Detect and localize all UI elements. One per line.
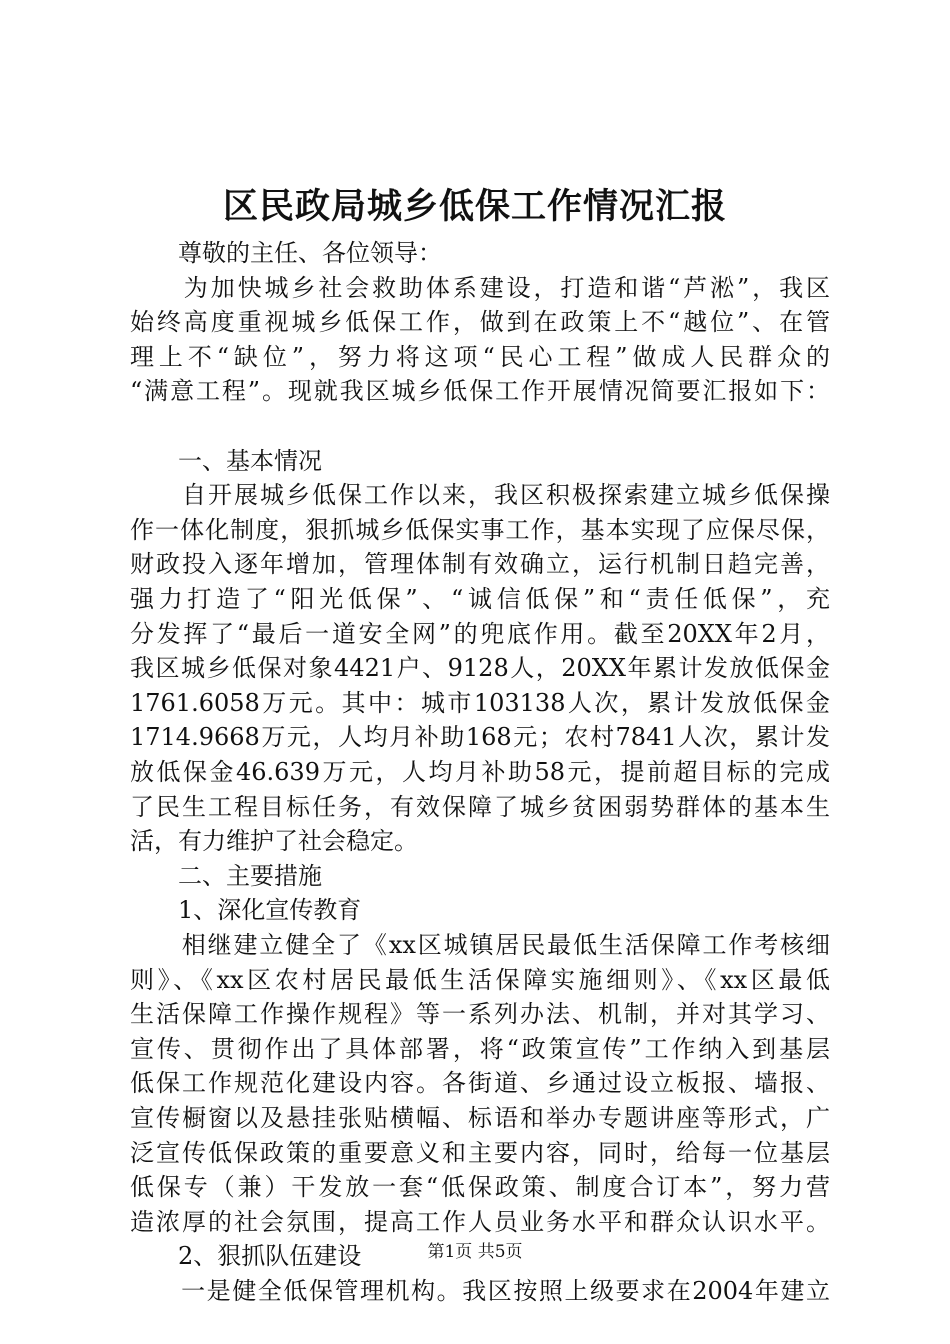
body-line: 自开展城乡低保工作以来，我区积极探索建立城乡低保操 (130, 481, 830, 509)
body-line: 则》、《xx区农村居民最低生活保障实施细则》、《xx区最低 (130, 966, 830, 994)
body-line: 作一体化制度，狠抓城乡低保实事工作，基本实现了应保尽保， (130, 516, 830, 544)
body-line: 1761.6058万元。其中：城市103138人次，累计发放低保金 (130, 689, 830, 717)
body-line: “满意工程”。现就我区城乡低保工作开展情况简要汇报如下： (130, 377, 830, 405)
body-line: 宣传、贯彻作出了具体部署，将“政策宣传”工作纳入到基层 (130, 1035, 830, 1063)
body-line: 2、狠抓队伍建设 (130, 1242, 362, 1270)
body-line: 强力打造了“阳光低保”、“诚信低保”和“责任低保”，充 (130, 585, 830, 613)
body-line: 尊敬的主任、各位领导： (130, 239, 442, 267)
body-line: 低保工作规范化建设内容。各街道、乡通过设立板报、墙报、 (130, 1069, 830, 1097)
body-line: 造浓厚的社会氛围，提高工作人员业务水平和群众认识水平。 (130, 1208, 830, 1236)
body-line: 始终高度重视城乡低保工作，做到在政策上不“越位”、在管 (130, 308, 830, 336)
body-line: 生活保障工作操作规程》等一系列办法、机制，并对其学习、 (130, 1000, 830, 1028)
document-title: 区民政局城乡低保工作情况汇报 (222, 186, 727, 227)
body-line: 理上不“缺位”，努力将这项“民心工程”做成人民群众的 (130, 343, 830, 371)
body-line: 了民生工程目标任务，有效保障了城乡贫困弱势群体的基本生 (130, 793, 830, 821)
body-line: 放低保金46.639万元，人均月补助58元，提前超目标的完成 (130, 758, 830, 786)
body-line: 为加快城乡社会救助体系建设，打造和谐“芦淞”，我区 (130, 274, 830, 302)
body-line: 低保专（兼）干发放一套“低保政策、制度合订本”，努力营 (130, 1173, 830, 1201)
body-line: 一是健全低保管理机构。我区按照上级要求在2004年建立 (130, 1277, 830, 1305)
body-line: 相继建立健全了《xx区城镇居民最低生活保障工作考核细 (130, 931, 830, 959)
body-line: 分发挥了“最后一道安全网”的兜底作用。截至20XX年2月， (130, 620, 830, 648)
body-line: 一、基本情况 (130, 447, 322, 475)
body-line: 宣传橱窗以及悬挂张贴横幅、标语和举办专题讲座等形式，广 (130, 1104, 830, 1132)
page-number: 第1页 共5页 (427, 1242, 523, 1262)
body-line: 泛宣传低保政策的重要意义和主要内容，同时，给每一位基层 (130, 1139, 830, 1167)
body-line: 活，有力维护了社会稳定。 (130, 827, 418, 855)
body-line: 1、深化宣传教育 (130, 896, 362, 924)
body-line: 财政投入逐年增加，管理体制有效确立，运行机制日趋完善， (130, 550, 830, 578)
body-line: 1714.9668万元，人均月补助168元；农村7841人次，累计发 (130, 723, 830, 751)
body-line: 二、主要措施 (130, 862, 322, 890)
body-line: 我区城乡低保对象4421户、9128人，20XX年累计发放低保金 (130, 654, 830, 682)
